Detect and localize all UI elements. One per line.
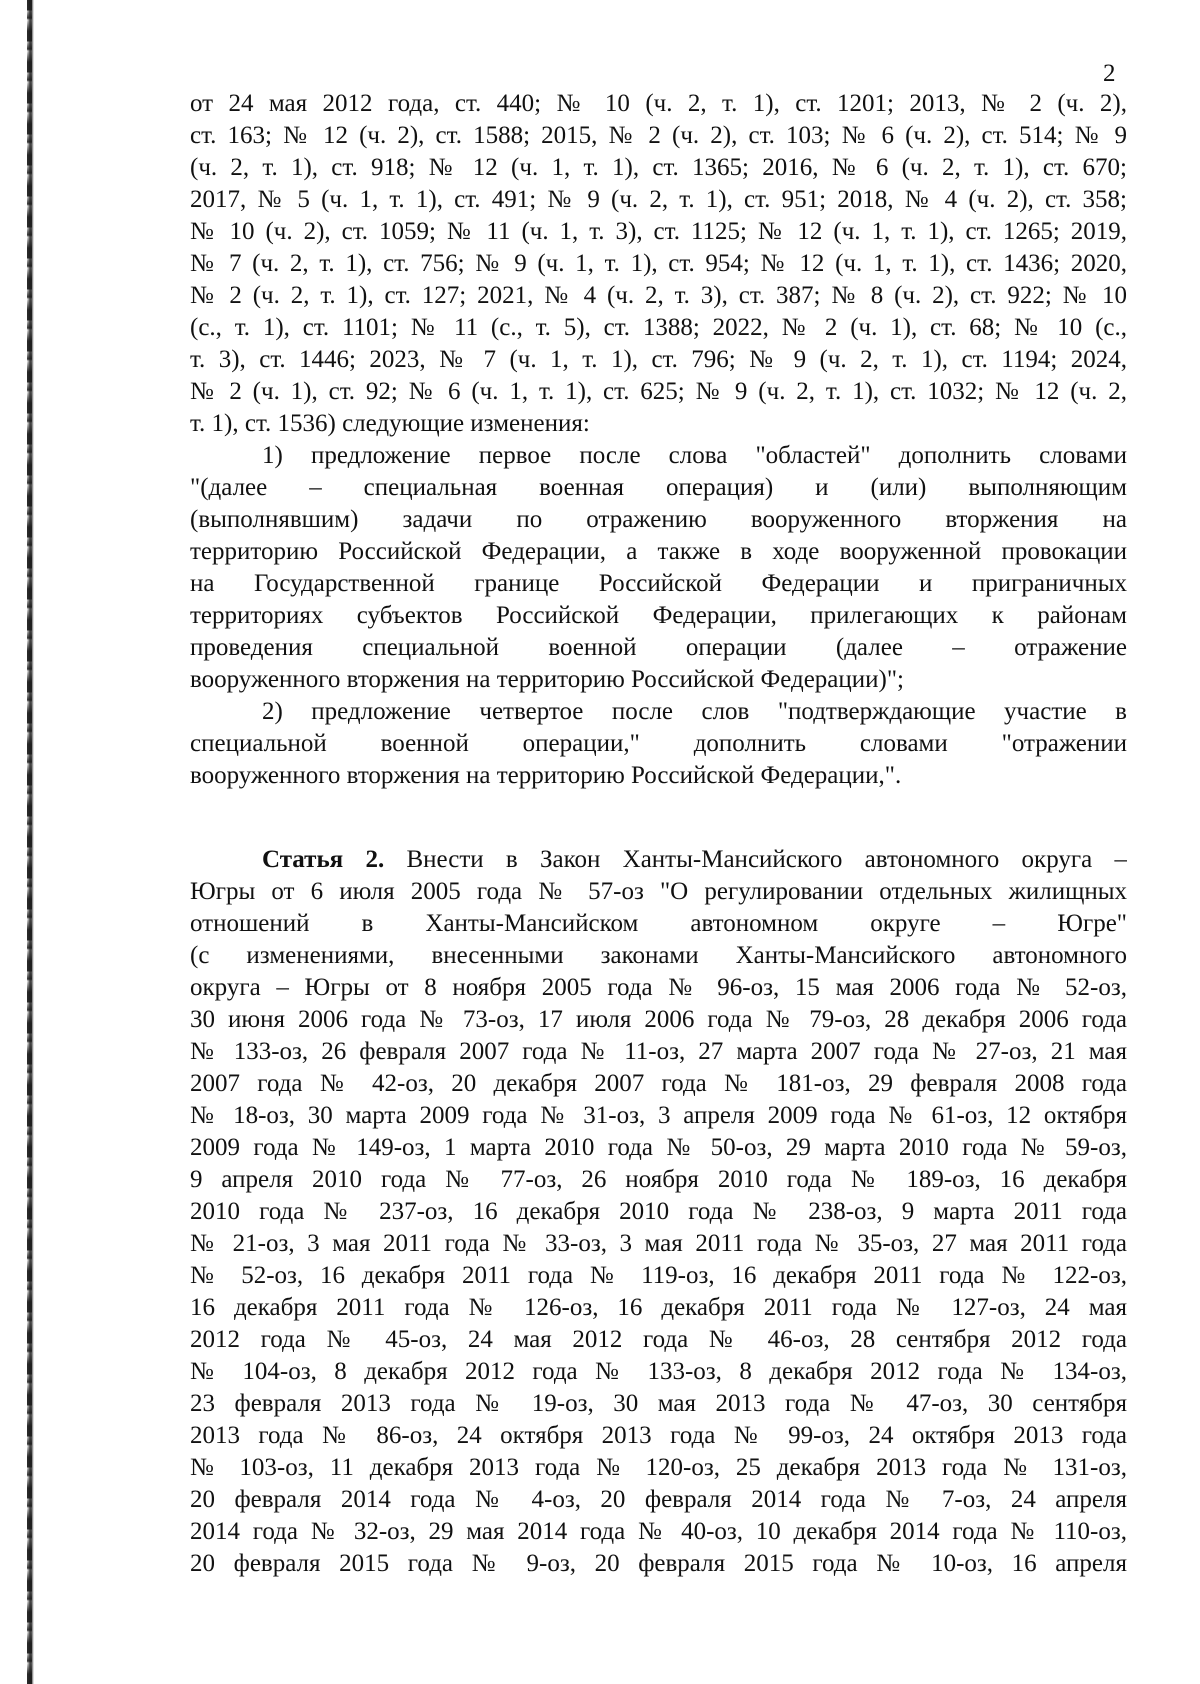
article-heading: Статья 2. (262, 846, 385, 873)
text-line: ст. 163; № 12 (ч. 2), ст. 1588; 2015, № 2 (ч. 2), ст. 103; № 6 (ч. 2), ст. 514; № 9 (190, 122, 1127, 149)
paragraph-item-2 (190, 696, 1127, 792)
paragraph-list-of-amendments (190, 88, 1127, 440)
document-body (190, 88, 1127, 1612)
text-line: № 52-оз, 16 декабря 2011 года № 119-оз, 16 декабря 2011 года № 122-оз, (190, 1262, 1127, 1289)
text-line: № 103-оз, 11 декабря 2013 года № 120-оз, 25 декабря 2013 года № 131-оз, (190, 1454, 1127, 1481)
text-line: № 2 (ч. 2, т. 1), ст. 127; 2021, № 4 (ч. 2, т. 3), ст. 387; № 8 (ч. 2), ст. 922; № 10 (190, 282, 1127, 309)
text-line: специальной военной операции," дополнить словами "отражении (190, 730, 1127, 757)
article-2 (190, 844, 1127, 1612)
text-line: проведения специальной военной операции (далее – отражение (190, 634, 1127, 661)
text-line: 20 февраля 2014 года № 4-оз, 20 февраля 2014 года № 7-оз, 24 апреля (190, 1486, 1127, 1513)
text-line: территорию Российской Федерации, а также в ходе вооруженной провокации (190, 538, 1127, 565)
page-number: 2 (1103, 60, 1116, 87)
text-line (190, 1580, 1127, 1612)
text-line: № 104-оз, 8 декабря 2012 года № 133-оз, 8 декабря 2012 года № 134-оз, (190, 1358, 1127, 1385)
text-line: 2014 года № 32-оз, 29 мая 2014 года № 40-оз, 10 декабря 2014 года № 110-оз, (190, 1518, 1127, 1545)
text-line: (выполнявшим) задачи по отражению вооруженного вторжения на (190, 506, 1127, 533)
text-line: № 10 (ч. 2), ст. 1059; № 11 (ч. 1, т. 3), ст. 1125; № 12 (ч. 1, т. 1), ст. 1265; 2019, (190, 218, 1127, 245)
text-line: вооруженного вторжения на территорию Российской Федерации)"; (190, 666, 905, 693)
text-line: № 2 (ч. 1), ст. 92; № 6 (ч. 1, т. 1), ст. 625; № 9 (ч. 2, т. 1), ст. 1032; № 12 (ч. 2, (190, 378, 1127, 405)
text-line: 30 июня 2006 года № 73-оз, 17 июля 2006 года № 79-оз, 28 декабря 2006 года (190, 1006, 1127, 1033)
text-line: 23 февраля 2013 года № 19-оз, 30 мая 2013 года № 47-оз, 30 сентября (190, 1390, 1127, 1417)
text-line: т. 1), ст. 1536) следующие изменения: (190, 410, 590, 437)
text-line: от 24 мая 2012 года, ст. 440; № 10 (ч. 2, т. 1), ст. 1201; 2013, № 2 (ч. 2), (190, 90, 1127, 117)
text-line: (с., т. 1), ст. 1101; № 11 (с., т. 5), ст. 1388; 2022, № 2 (ч. 1), ст. 68; № 10 (с., (190, 314, 1127, 341)
text-line: 2013 года № 86-оз, 24 октября 2013 года № 99-оз, 24 октября 2013 года (190, 1422, 1127, 1449)
text-line: 2007 года № 42-оз, 20 декабря 2007 года № 181-оз, 29 февраля 2008 года (190, 1070, 1127, 1097)
paragraph-item-1 (190, 440, 1127, 696)
text-line: 9 апреля 2010 года № 77-оз, 26 ноября 2010 года № 189-оз, 16 декабря (190, 1166, 1127, 1193)
text-line: (ч. 2, т. 1), ст. 918; № 12 (ч. 1, т. 1), ст. 1365; 2016, № 6 (ч. 2, т. 1), ст. 670; (190, 154, 1127, 181)
text-line: 2) предложение четвертое после слов "подтверждающие участие в (262, 698, 1127, 725)
text-line: вооруженного вторжения на территорию Российской Федерации,". (190, 762, 902, 789)
text-line: 2012 года № 45-оз, 24 мая 2012 года № 46-оз, 28 сентября 2012 года (190, 1326, 1127, 1353)
text-line: 1) предложение первое после слова "областей" дополнить словами (262, 442, 1127, 469)
text-line: № 21-оз, 3 мая 2011 года № 33-оз, 3 мая 2011 года № 35-оз, 27 мая 2011 года (190, 1230, 1127, 1257)
text-line: № 18-оз, 30 марта 2009 года № 31-оз, 3 апреля 2009 года № 61-оз, 12 октября (190, 1102, 1127, 1129)
text-line: округа – Югры от 8 ноября 2005 года № 96-оз, 15 мая 2006 года № 52-оз, (190, 974, 1127, 1001)
article-heading-line (190, 844, 1127, 876)
text-line: на Государственной границе Российской Федерации и приграничных (190, 570, 1127, 597)
text-line: 20 февраля 2015 года № 9-оз, 20 февраля 2015 года № 10-оз, 16 апреля (190, 1550, 1127, 1577)
paragraph-gap (190, 792, 1127, 844)
text-line: № 7 (ч. 2, т. 1), ст. 756; № 9 (ч. 1, т. 1), ст. 954; № 12 (ч. 1, т. 1), ст. 1436; 2020, (190, 250, 1127, 277)
text-line: 2009 года № 149-оз, 1 марта 2010 года № 50-оз, 29 марта 2010 года № 59-оз, (190, 1134, 1127, 1161)
text-line: "(далее – специальная военная операция) и (или) выполняющим (190, 474, 1127, 501)
text-line: 2010 года № 237-оз, 16 декабря 2010 года № 238-оз, 9 марта 2011 года (190, 1198, 1127, 1225)
article-heading-rest: Внести в Закон Ханты-Мансийского автономного округа – (384, 846, 1127, 873)
text-line: Югры от 6 июля 2005 года № 57-оз "О регулировании отдельных жилищных (190, 878, 1127, 905)
text-line: 16 декабря 2011 года № 126-оз, 16 декабря 2011 года № 127-оз, 24 мая (190, 1294, 1127, 1321)
text-line: отношений в Ханты-Мансийском автономном округе – Югре" (190, 910, 1127, 937)
text-line: (с изменениями, внесенными законами Ханты-Мансийского автономного (190, 942, 1127, 969)
text-line: т. 3), ст. 1446; 2023, № 7 (ч. 1, т. 1), ст. 796; № 9 (ч. 2, т. 1), ст. 1194; 2024, (190, 346, 1127, 373)
text-line: территориях субъектов Российской Федерации, прилегающих к районам (190, 602, 1127, 629)
scan-left-edge (0, 0, 34, 1684)
text-line: 2017, № 5 (ч. 1, т. 1), ст. 491; № 9 (ч. 2, т. 1), ст. 951; 2018, № 4 (ч. 2), ст. 358; (190, 186, 1127, 213)
text-line: № 133-оз, 26 февраля 2007 года № 11-оз, 27 марта 2007 года № 27-оз, 21 мая (190, 1038, 1127, 1065)
